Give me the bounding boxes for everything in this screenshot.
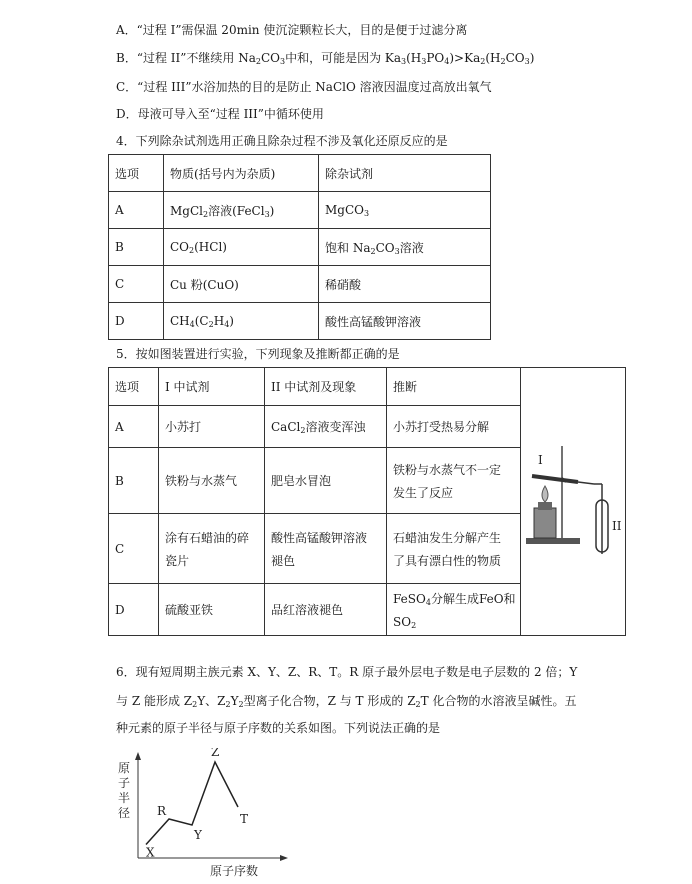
point-label-x: X bbox=[146, 845, 155, 860]
apparatus-label-two: II bbox=[612, 519, 622, 533]
inference-cell: 小苏打受热易分解 bbox=[387, 406, 521, 448]
inference-cell: 石蜡油发生分解产生 了具有漂白性的物质 bbox=[387, 514, 521, 584]
inference-cell: 铁粉与水蒸气不一定 发生了反应 bbox=[387, 448, 521, 514]
point-label-z: Z bbox=[211, 748, 220, 759]
table-row bbox=[109, 192, 491, 229]
reagent-one-cell: 涂有石蜡油的碎 瓷片 bbox=[159, 514, 265, 584]
option-cell: B bbox=[109, 448, 159, 514]
question-6-line-3: 种元素的原子半径与原子序数的关系如图。下列说法正确的是 bbox=[116, 721, 441, 735]
option-cell: C bbox=[109, 266, 164, 303]
option-3d: D．母液可导入至“过程 III”中循环使用 bbox=[116, 107, 324, 121]
reagent-two-cell: CaCl$_2$溶液变浑浊 bbox=[265, 406, 387, 448]
y-axis-label-char: 径 bbox=[118, 806, 131, 820]
header-cell: I 中试剂 bbox=[159, 368, 265, 406]
substance-cell: MgCl$_2$溶液(FeCl$_3$) bbox=[164, 192, 319, 229]
option-cell: C bbox=[109, 514, 159, 584]
option-3c: C．“过程 III”水浴加热的目的是防止 NaClO 溶液因温度过高放出氧气 bbox=[116, 80, 492, 94]
header-cell: 选项 bbox=[109, 155, 164, 192]
q4-table bbox=[108, 154, 491, 340]
apparatus-diagram-cell bbox=[520, 367, 626, 636]
question-6-line-2: 与 Z 能形成 $Z_2Y$、$Z_2Y_2$型离子化合物，Z 与 T 形成的 $Z_2T$ 化合物的水溶液呈碱性。五 bbox=[116, 694, 577, 709]
substance-cell: $CO_2(HCl)$ bbox=[164, 229, 319, 266]
point-label-t: T bbox=[240, 812, 249, 826]
option-3b: B．“过程 II”不继续用 $Na_2CO_3$中和，可能是因为 $Ka_3(H_3PO_4)>Ka_2(H_2CO_3)$ bbox=[116, 51, 535, 66]
apparatus-label-one: I bbox=[538, 453, 543, 467]
table-header-row bbox=[109, 155, 491, 192]
reagent-one-cell: 铁粉与水蒸气 bbox=[159, 448, 265, 514]
table-row bbox=[109, 514, 521, 584]
table-row bbox=[109, 406, 521, 448]
x-axis-label: 原子序数 bbox=[210, 864, 259, 878]
question-6-line-1: 6．现有短周期主族元素 X、Y、Z、R、T。R 原子最外层电子数是电子层数的 2 倍；Y bbox=[116, 665, 578, 679]
reagent-cell: 稀硝酸 bbox=[319, 266, 491, 303]
y-axis-label-char: 子 bbox=[118, 776, 131, 790]
question-4-stem: 4．下列除杂试剂选用正确且除杂过程不涉及氧化还原反应的是 bbox=[116, 134, 448, 148]
reagent-cell: 酸性高锰酸钾溶液 bbox=[319, 303, 491, 340]
reagent-cell: 饱和 $Na_2CO_3$溶液 bbox=[319, 229, 491, 266]
header-cell: II 中试剂及现象 bbox=[265, 368, 387, 406]
option-cell: D bbox=[109, 584, 159, 636]
reagent-one-cell: 小苏打 bbox=[159, 406, 265, 448]
table-row bbox=[109, 303, 491, 340]
table-row bbox=[109, 584, 521, 636]
option-cell: D bbox=[109, 303, 164, 340]
reagent-one-cell: 硫酸亚铁 bbox=[159, 584, 265, 636]
radius-graph-svg bbox=[114, 748, 294, 880]
y-axis-label-char: 半 bbox=[118, 791, 131, 805]
reagent-cell: MgCO$_3$ bbox=[319, 192, 491, 229]
inference-cell bbox=[387, 584, 521, 636]
table-row bbox=[109, 266, 491, 303]
reagent-two-cell: 酸性高锰酸钾溶液 褪色 bbox=[265, 514, 387, 584]
reagent-two-cell: 品红溶液褪色 bbox=[265, 584, 387, 636]
substance-cell: $CH_4(C_2H_4)$ bbox=[164, 303, 319, 340]
point-label-r: R bbox=[157, 804, 167, 818]
option-3a: A．“过程 I”需保温 20min 使沉淀颗粒长大，目的是便于过滤分离 bbox=[116, 23, 468, 37]
header-cell: 除杂试剂 bbox=[319, 155, 491, 192]
table-row bbox=[109, 448, 521, 514]
inference-line-2: $SO_2$ bbox=[393, 615, 417, 630]
table-row bbox=[109, 229, 491, 266]
table-header-row bbox=[109, 368, 521, 406]
header-cell: 推断 bbox=[387, 368, 521, 406]
q5-table bbox=[108, 367, 521, 636]
radius-graph bbox=[114, 748, 294, 880]
option-cell: A bbox=[109, 192, 164, 229]
y-axis-label bbox=[118, 761, 130, 820]
reagent-two-cell: 肥皂水冒泡 bbox=[265, 448, 387, 514]
header-cell: 选项 bbox=[109, 368, 159, 406]
y-axis-label-char: 原 bbox=[118, 761, 131, 775]
option-cell: B bbox=[109, 229, 164, 266]
inference-line-1: FeSO$_4$分解生成FeO和 bbox=[393, 592, 516, 607]
option-cell: A bbox=[109, 406, 159, 448]
substance-cell: Cu 粉(CuO) bbox=[164, 266, 319, 303]
point-label-y: Y bbox=[194, 828, 202, 842]
question-5-stem: 5．按如图装置进行实验，下列现象及推断都正确的是 bbox=[116, 347, 400, 361]
apparatus-diagram bbox=[520, 368, 626, 637]
header-cell: 物质(括号内为杂质) bbox=[164, 155, 319, 192]
